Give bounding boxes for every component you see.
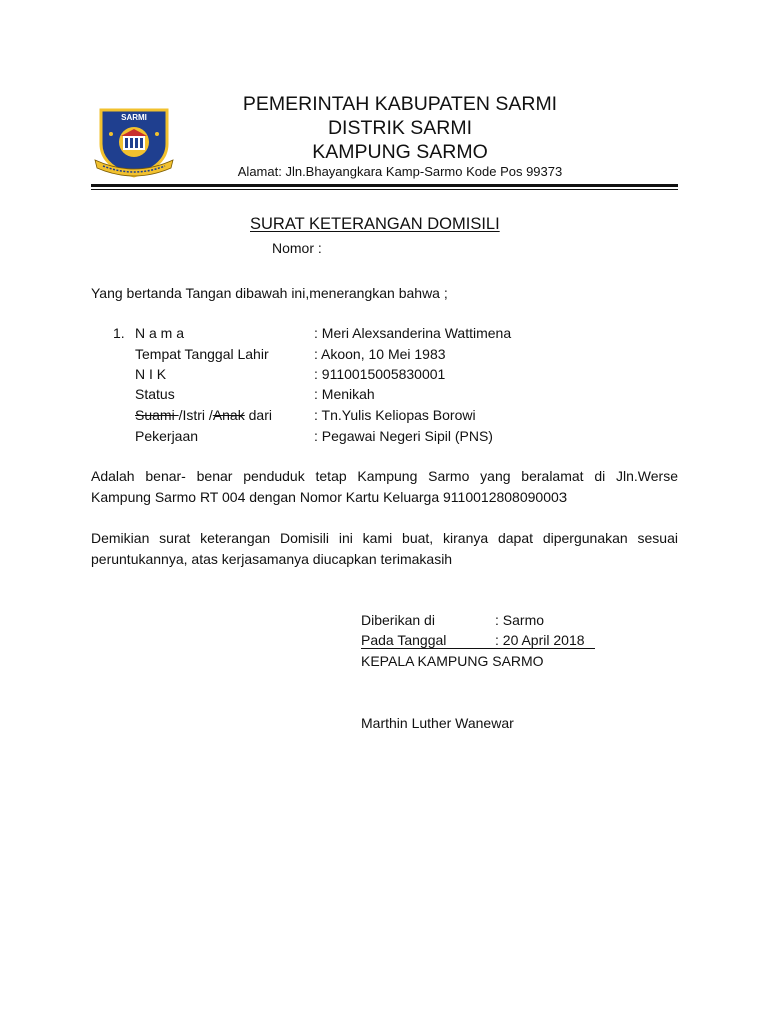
letterhead-village: KAMPUNG SARMO	[312, 141, 488, 163]
issued-place-value: : Sarmo	[495, 612, 545, 628]
document-title: SURAT KETERANGAN DOMISILI	[250, 215, 500, 233]
signature-date-underline	[361, 648, 595, 649]
letterhead-government: PEMERINTAH KABUPATEN SARMI	[242, 93, 558, 115]
relation-dari: dari	[244, 407, 272, 423]
letterhead-district: DISTRIK SARMI	[327, 117, 473, 139]
issued-place-label: Diberikan di	[361, 612, 435, 628]
field-value-status: : Menikah	[314, 386, 375, 402]
relation-anak-struck: Anak	[212, 407, 245, 423]
closing-statement-line2: peruntukannya, atas kerjasamanya diucapkan terimakasih	[91, 551, 453, 567]
field-value-nik: : 9110015005830001	[314, 366, 446, 382]
residency-statement	[91, 466, 678, 508]
field-label-name: N a m a	[135, 325, 185, 341]
field-value-name: : Meri Alexsanderina Wattimena	[314, 325, 512, 341]
closing-statement	[91, 528, 678, 570]
residency-statement-line2: Kampung Sarmo RT 004 dengan Nomor Kartu Keluarga 911001280809000З	[91, 489, 568, 505]
intro-text: Yang bertanda Tangan dibawah ini,menerangkan bahwa ;	[91, 285, 448, 301]
closing-statement-line1: Demikian surat keterangan Domisili ini kami buat, kiranya dapat dipergunakan sesuai	[91, 530, 678, 546]
issued-date-value: : 20 April 2018	[495, 632, 585, 648]
field-value-relation: : Tn.Yulis Keliopas Borowi	[314, 407, 476, 423]
field-label-nik: N I K	[135, 366, 167, 382]
field-label-status: Status	[135, 386, 175, 402]
residency-statement-line1: Adalah benar- benar penduduk tetap Kampung Sarmo yang beralamat di Jln.Werse	[91, 468, 678, 484]
letterhead-divider-thick	[91, 184, 678, 187]
field-label-relation	[135, 405, 272, 425]
field-label-birth: Tempat Tanggal Lahir	[135, 346, 269, 362]
issued-date-label: Pada Tanggal	[361, 632, 447, 648]
relation-istri: /Istri /	[178, 407, 213, 423]
field-label-occupation: Pekerjaan	[135, 428, 199, 444]
logo-text: SARMI	[121, 113, 147, 122]
field-value-occupation: : Pegawai Negeri Sipil (PNS)	[314, 428, 493, 444]
letterhead-divider-thin	[91, 189, 678, 190]
field-value-birth: : Akoon, 10 Mei 1983	[314, 346, 446, 362]
list-number: 1.	[113, 325, 125, 341]
letterhead-address: Alamat: Jln.Bhayangkara Kamp-Sarmo Kode Pos 99373	[237, 164, 563, 179]
signatory-position: KEPALA KAMPUNG SARMO	[361, 653, 544, 669]
relation-suami-struck: Suami	[135, 407, 179, 423]
document-number-label: Nomor :	[272, 240, 322, 256]
signatory-name: Marthin Luther Wanewar	[361, 715, 514, 731]
